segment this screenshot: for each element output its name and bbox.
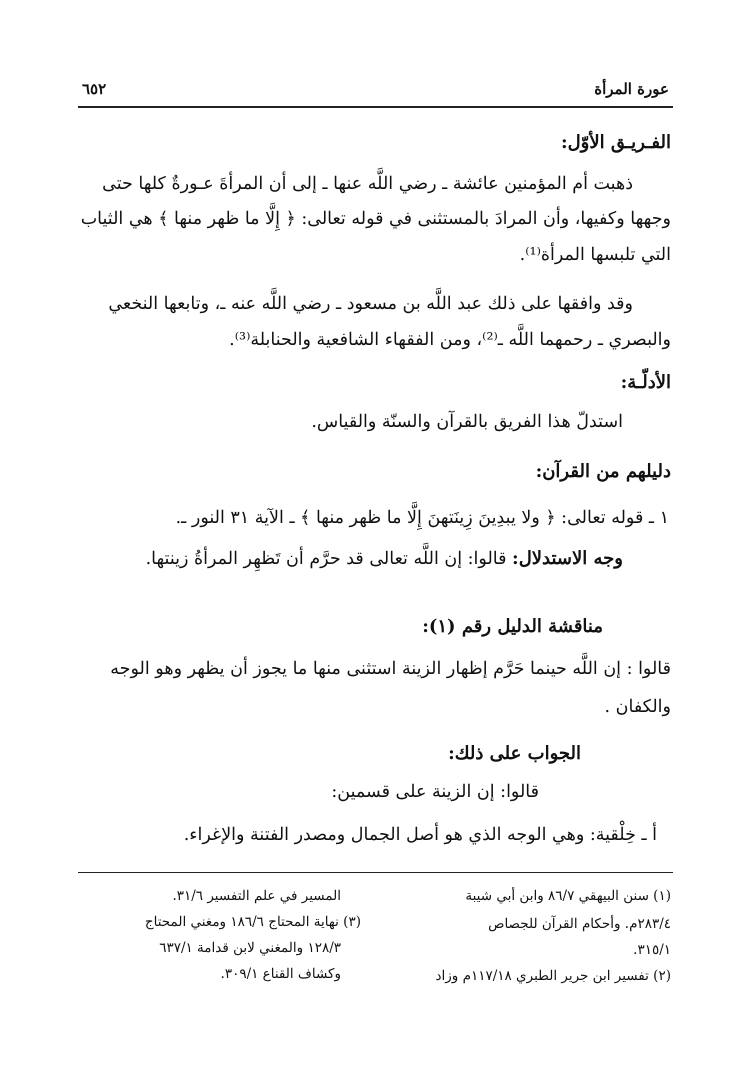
section-heading-first-group: الفـريـق الأوّل: — [560, 132, 671, 153]
footnote-2-line-1: (٢) تفسير ابن جرير الطبري ١١٧/١٨م وزاد — [435, 968, 671, 984]
footnote-3-line-2: ١٢٨/٣ والمغني لابن قدامة ٦٣٧/١ — [159, 940, 341, 956]
evidence-item-1: ١ ـ قوله تعالى: ﴿ ولا يبدِينَ زِينَتهنَ إِلَّا ما ظهر منها ﴾ ـ الآية ٣١ النور ـ. — [175, 508, 669, 528]
evidence-reasoning-label: وجه الاستدلال: — [512, 548, 623, 569]
page-number: ٦٥٢ — [82, 80, 107, 98]
footnote-1-line-3: ٣١٥/١. — [633, 942, 671, 958]
footnote-1-line-1: (١) سنن البيهقي ٨٦/٧ وابن أبي شيبة — [465, 888, 671, 904]
section-heading-quran-evidence: دليلهم من القرآن: — [535, 461, 671, 482]
section-heading-evidence: الأدلّـة: — [620, 372, 671, 393]
evidence-reasoning-text: قالوا: إن اللَّه تعالى قد حرَّم أن تَظهِر المرأةُ زينتها. — [145, 549, 513, 569]
paragraph-6-line-1: قالوا : إن اللَّه حينما حَرَّم إظهار الزينة استثنى منها ما يجوز أن يظهر وهو الوجه — [110, 659, 671, 679]
footnote-1-line-2: ٢٨٣/٤م. وأحكام القرآن للجصاص — [488, 916, 671, 932]
section-heading-response: الجواب على ذلك: — [448, 743, 581, 764]
paragraph-2-line-1: وقد وافقها على ذلك عبد اللَّه بن مسعود ـ رضي اللَّه عنه ـ، وتابعها النخعي — [108, 294, 633, 314]
footnote-3-line-3: وكشاف القناع ٣٠٩/١. — [220, 966, 341, 982]
section-heading-discussion: مناقشة الدليل رقم (١): — [422, 616, 603, 637]
evidence-reasoning — [78, 546, 623, 572]
paragraph-6-line-2: والكفان . — [604, 697, 671, 717]
footnote-divider — [78, 872, 673, 873]
paragraph-1-line-2: وجهها وكفيها، وأن المرادَ بالمستثنى في قوله تعالى: ﴿ إِلَّا ما ظهر منها ﴾ هي الثياب — [80, 209, 671, 229]
list-item-a: أ ـ خِلْقية: وهي الوجه الذي هو أصل الجمال ومصدر الفتنة والإغراء. — [183, 825, 657, 845]
header-divider — [78, 106, 673, 108]
footnote-3-line-1: (٣) نهاية المحتاج ١٨٦/٦ ومغني المحتاج — [144, 914, 361, 930]
footnote-2-line-2: المسير في علم التفسير ٣١/٦. — [172, 888, 341, 904]
running-header-title: عورة المرأة — [594, 80, 669, 98]
paragraph-3: استدلّ هذا الفريق بالقرآن والسنّة والقياس. — [311, 412, 623, 432]
paragraph-7: قالوا: إن الزينة على قسمين: — [331, 782, 539, 802]
paragraph-1-line-3: التي تلبسها المرأة⁽¹⁾. — [519, 245, 671, 265]
paragraph-2-line-2: والبصري ـ رحمهما اللَّه ـ⁽²⁾، ومن الفقهاء الشافعية والحنابلة⁽³⁾. — [229, 330, 671, 350]
paragraph-1-line-1: ذهبت أم المؤمنين عائشة ـ رضي اللَّه عنها ـ إلى أن المرأةَ عـورةٌ كلها حتى — [102, 174, 633, 194]
